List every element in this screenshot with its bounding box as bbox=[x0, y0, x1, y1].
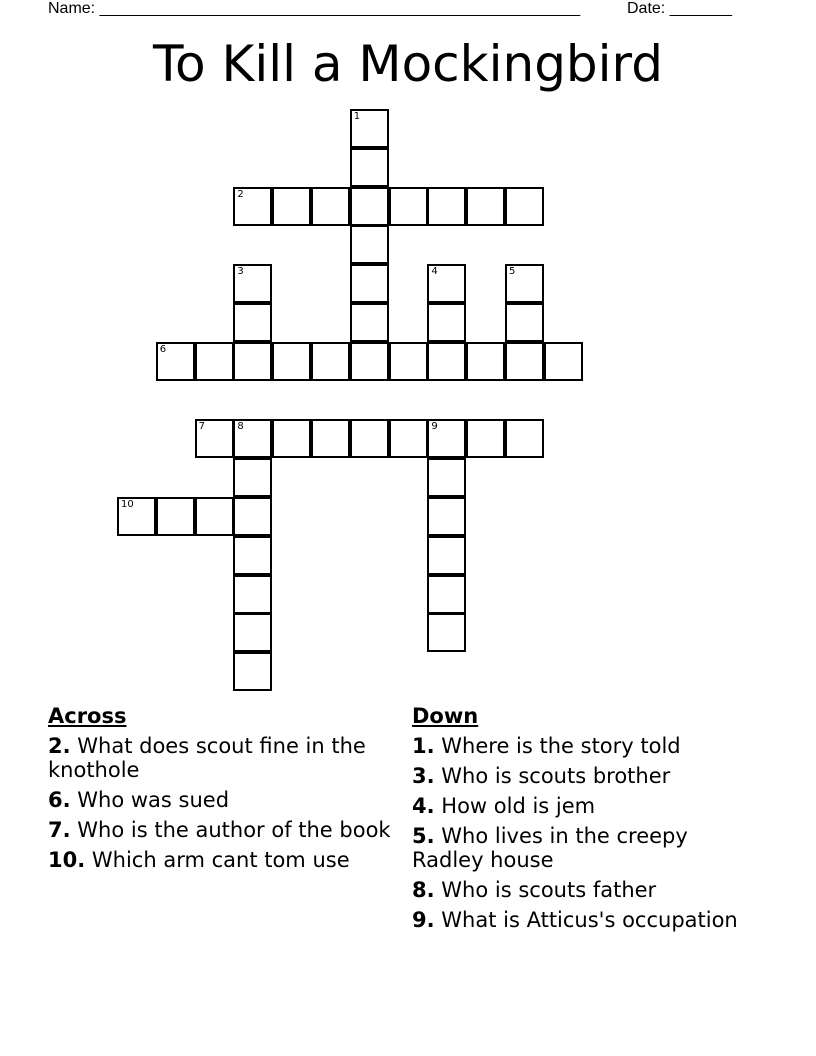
clue-text: Who is the author of the book bbox=[77, 818, 391, 842]
grid-cell[interactable] bbox=[156, 342, 195, 381]
grid-cell[interactable] bbox=[427, 419, 466, 458]
clue-text: How old is jem bbox=[441, 794, 596, 818]
grid-cell[interactable] bbox=[117, 497, 156, 536]
cell-number: 2 bbox=[237, 188, 244, 200]
down-heading: Down bbox=[412, 704, 479, 728]
clue-number: 4. bbox=[412, 794, 435, 818]
grid-cell[interactable] bbox=[233, 458, 272, 497]
cell-number: 3 bbox=[237, 266, 244, 278]
date-field-label: Date: _______ bbox=[627, 0, 732, 17]
across-clues bbox=[48, 704, 393, 878]
clue-number: 2. bbox=[48, 734, 71, 758]
grid-cell[interactable] bbox=[311, 187, 350, 226]
name-field-label: Name: ______________________________________________________ bbox=[48, 0, 581, 17]
grid-cell[interactable] bbox=[233, 536, 272, 575]
grid-cell[interactable] bbox=[427, 575, 466, 614]
clue-across-10 bbox=[48, 848, 393, 872]
clue-text: Who lives in the creepy Radley house bbox=[412, 824, 688, 872]
grid-cell[interactable] bbox=[272, 419, 311, 458]
grid-cell[interactable] bbox=[311, 342, 350, 381]
cell-number: 6 bbox=[159, 343, 167, 355]
grid-cell[interactable] bbox=[505, 264, 544, 303]
grid-cell[interactable] bbox=[350, 148, 389, 187]
clue-number: 6. bbox=[48, 788, 71, 812]
grid-cell[interactable] bbox=[427, 264, 466, 303]
grid-cell[interactable] bbox=[427, 303, 466, 342]
clue-down-9 bbox=[412, 908, 757, 932]
clue-text: Who is scouts brother bbox=[441, 764, 671, 788]
clue-down-8 bbox=[412, 878, 757, 902]
clue-number: 1. bbox=[412, 734, 435, 758]
clue-number: 5. bbox=[412, 824, 435, 848]
clue-text: Where is the story told bbox=[441, 734, 681, 758]
clue-text: What does scout fine in the knothole bbox=[48, 734, 366, 782]
clue-across-7 bbox=[48, 818, 393, 842]
grid-cell[interactable] bbox=[233, 303, 272, 342]
grid-cell[interactable] bbox=[389, 419, 428, 458]
grid-cell[interactable] bbox=[350, 264, 389, 303]
clue-number: 8. bbox=[412, 878, 435, 902]
grid-cell[interactable] bbox=[350, 303, 389, 342]
grid-cell[interactable] bbox=[350, 187, 389, 226]
grid-cell[interactable] bbox=[466, 342, 505, 381]
cell-number: 9 bbox=[431, 421, 438, 433]
grid-cell[interactable] bbox=[195, 497, 234, 536]
clue-number: 3. bbox=[412, 764, 435, 788]
grid-cell[interactable] bbox=[195, 342, 234, 381]
cell-number: 1 bbox=[353, 111, 361, 122]
clue-text: Who is scouts father bbox=[441, 878, 657, 902]
clue-number: 9. bbox=[412, 908, 435, 932]
cell-number: 10 bbox=[121, 499, 134, 510]
grid-cell[interactable] bbox=[272, 187, 311, 226]
clue-text: Who was sued bbox=[77, 788, 230, 812]
clue-down-1 bbox=[412, 734, 757, 758]
grid-cell[interactable] bbox=[505, 187, 544, 226]
grid-cell[interactable] bbox=[505, 303, 544, 342]
grid-cell[interactable] bbox=[233, 342, 272, 381]
grid-cell[interactable] bbox=[272, 342, 311, 381]
clue-down-3 bbox=[412, 764, 757, 788]
grid-cell[interactable] bbox=[427, 497, 466, 536]
grid-cell[interactable] bbox=[350, 225, 389, 264]
grid-cell[interactable] bbox=[544, 342, 583, 381]
clue-across-6 bbox=[48, 788, 393, 812]
grid-cell[interactable] bbox=[233, 575, 272, 614]
grid-cell[interactable] bbox=[427, 458, 466, 497]
clue-down-5 bbox=[412, 824, 757, 872]
grid-cell[interactable] bbox=[505, 342, 544, 381]
clue-across-2 bbox=[48, 734, 393, 782]
grid-cell[interactable] bbox=[350, 342, 389, 381]
cell-number: 7 bbox=[198, 421, 205, 433]
clue-down-4 bbox=[412, 794, 757, 818]
cell-number: 5 bbox=[509, 266, 516, 278]
grid-cell[interactable] bbox=[466, 419, 505, 458]
down-clues bbox=[412, 704, 757, 938]
clue-number: 10. bbox=[48, 848, 86, 872]
clue-number: 7. bbox=[48, 818, 71, 842]
grid-cell[interactable] bbox=[427, 613, 466, 652]
grid-cell[interactable] bbox=[466, 187, 505, 226]
grid-cell[interactable] bbox=[311, 419, 350, 458]
grid-cell[interactable] bbox=[233, 613, 272, 652]
across-heading: Across bbox=[48, 704, 127, 728]
cell-number: 8 bbox=[237, 421, 244, 433]
grid-cell[interactable] bbox=[427, 536, 466, 575]
grid-cell[interactable] bbox=[233, 652, 272, 691]
grid-cell[interactable] bbox=[389, 187, 428, 226]
grid-cell[interactable] bbox=[233, 187, 272, 226]
grid-cell[interactable] bbox=[195, 419, 234, 458]
grid-cell[interactable] bbox=[350, 419, 389, 458]
grid-cell[interactable] bbox=[427, 187, 466, 226]
grid-cell[interactable] bbox=[427, 342, 466, 381]
grid-cell[interactable] bbox=[233, 264, 272, 303]
grid-cell[interactable] bbox=[156, 497, 195, 536]
grid-cell[interactable] bbox=[350, 109, 389, 148]
grid-cell[interactable] bbox=[389, 342, 428, 381]
clue-text: What is Atticus's occupation bbox=[441, 908, 738, 932]
grid-cell[interactable] bbox=[505, 419, 544, 458]
grid-cell[interactable] bbox=[233, 497, 272, 536]
clue-text: Which arm cant tom use bbox=[91, 848, 350, 872]
grid-cell[interactable] bbox=[233, 419, 272, 458]
puzzle-title: To Kill a Mockingbird bbox=[153, 35, 663, 93]
cell-number: 4 bbox=[431, 266, 438, 278]
